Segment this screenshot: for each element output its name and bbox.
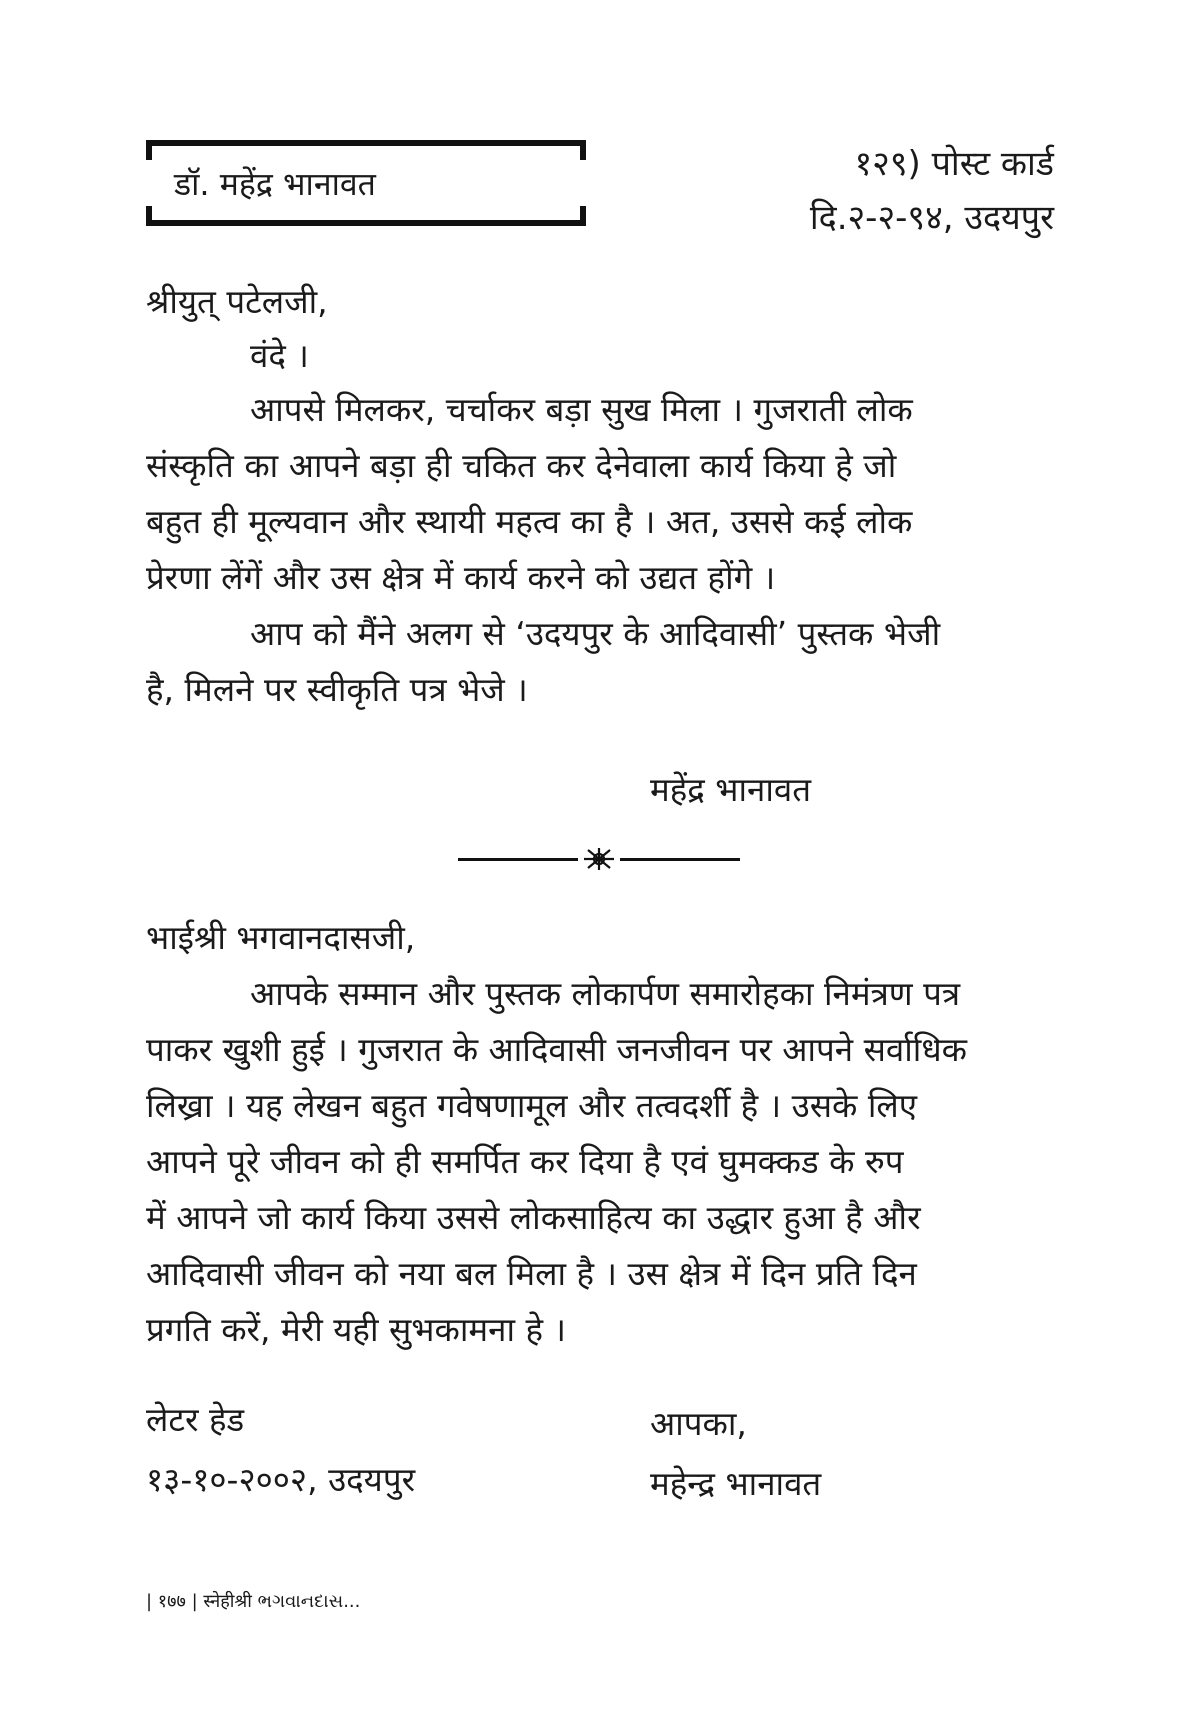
- letter2-closing: आपका,: [650, 1404, 747, 1443]
- letter2-date-place: १३-१०-२००२, उदयपुर: [146, 1460, 416, 1499]
- box-bottom-border: [146, 220, 586, 226]
- divider-line: [458, 858, 578, 861]
- author-name-box: [146, 140, 586, 226]
- letter1-para2-line: आप को मैंने अलग से ‘उदयपुर के आदिवासी’ पुस्तक भेजी: [250, 614, 941, 653]
- author-name: डॉ. महेंद्र भानावत: [174, 165, 376, 203]
- box-corner: [146, 140, 152, 160]
- letter1-para1-line: प्रेरणा लेंगें और उस क्षेत्र में कार्य करने को उद्यत होंगे ।: [146, 558, 776, 597]
- box-corner: [146, 206, 152, 226]
- letter1-para1-line: आपसे मिलकर, चर्चाकर बड़ा सुख मिला । गुजराती लोक: [250, 390, 913, 429]
- letter2-para-line: लिख्रा । यह लेखन बहुत गवेषणामूल और तत्वदर्शी है । उसके लिए: [146, 1086, 918, 1125]
- letter2-signature: महेन्द्र भानावत: [650, 1464, 822, 1503]
- letter2-para-line: आदिवासी जीवन को नया बल मिला है । उस क्षेत्र में दिन प्रति दिन: [146, 1254, 917, 1293]
- letter2-salutation: भाईश्री भगवानदासजी,: [146, 918, 416, 957]
- divider-line: [620, 858, 740, 861]
- page-footer: | १७७ | स्नेहीश्री ભગવાનદાસ...: [146, 1591, 361, 1612]
- letter1-para1-line: बहुत ही मूल्यवान और स्थायी महत्व का है । अत, उससे कई लोक: [146, 502, 913, 541]
- letter2-para-line: आपके सम्मान और पुस्तक लोकार्पण समारोहका निमंत्रण पत्र: [250, 974, 961, 1013]
- item-number-type: १२९) पोस्ट कार्ड: [854, 144, 1054, 184]
- letter2-para-line: पाकर खुशी हुई । गुजरात के आदिवासी जनजीवन पर आपने सर्वाधिक: [146, 1030, 967, 1069]
- letter1-salutation: श्रीयुत् पटेलजी,: [146, 282, 328, 321]
- box-corner: [580, 206, 586, 226]
- letter1-greeting: वंदे ।: [250, 336, 309, 375]
- box-top-border: [146, 140, 586, 146]
- box-corner: [580, 140, 586, 160]
- letter1-signature: महेंद्र भानावत: [650, 770, 812, 809]
- letter1-para1-line: संस्कृति का आपने बड़ा ही चकित कर देनेवाला कार्य किया हे जो: [146, 446, 897, 485]
- section-divider: [458, 846, 740, 872]
- letterhead-label: लेटर हेड: [146, 1400, 245, 1439]
- letter2-para-line: में आपने जो कार्य किया उससे लोकसाहित्य का उद्धार हुआ है और: [146, 1198, 921, 1237]
- letter1-date-place: दि.२-२-९४, उदयपुर: [809, 198, 1054, 238]
- letter2-para-line: आपने पूरे जीवन को ही समर्पित कर दिया है एवं घुमक्कड के रुप: [146, 1142, 904, 1181]
- letter1-para2-line: है, मिलने पर स्वीकृति पत्र भेजे ।: [146, 670, 528, 709]
- letter2-para-line: प्रगति करें, मेरी यही सुभकामना हे ।: [146, 1310, 566, 1349]
- floral-ornament-icon: [578, 846, 620, 872]
